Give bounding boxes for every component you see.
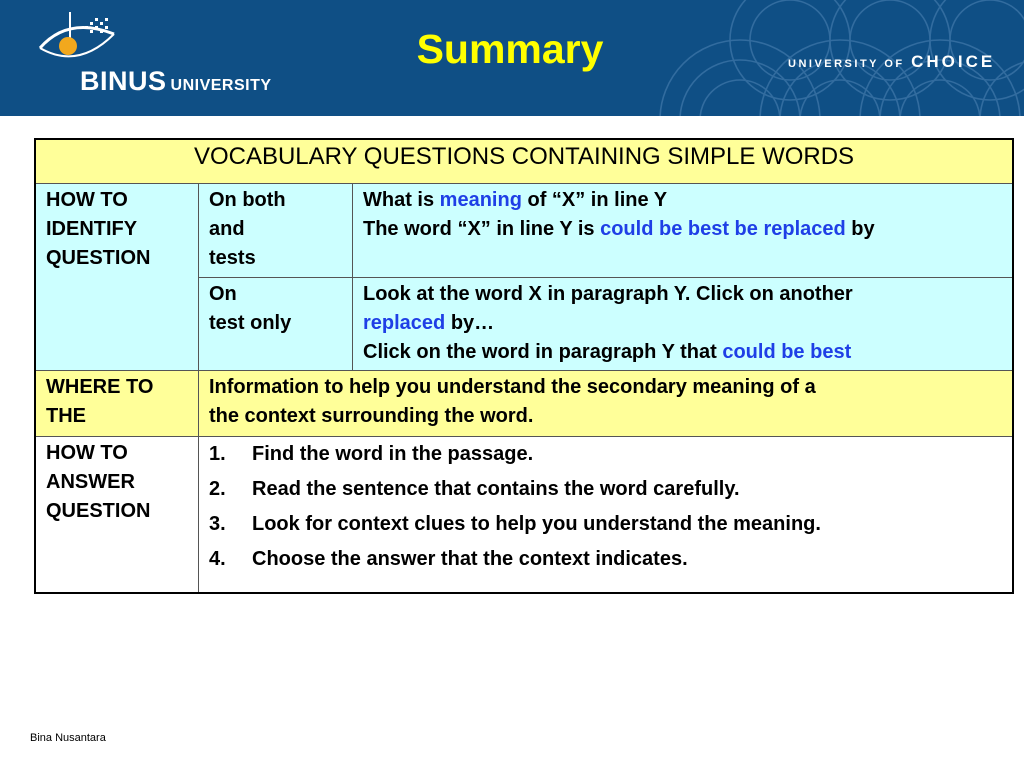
where-text: Information to help you understand the secondary meaning of a the context surrounding the word.	[199, 371, 1014, 437]
logo-suffix: UNIVERSITY	[170, 77, 272, 94]
footer-text: Bina Nusantara	[30, 732, 106, 744]
answer-steps	[199, 437, 1014, 594]
list-item: 2. Read the sentence that contains the word carefully.	[209, 478, 740, 500]
highlight-text: could be best	[722, 341, 852, 363]
binus-logo	[28, 8, 318, 108]
highlight-text: could be best be replaced	[600, 218, 846, 240]
list-item: 1. Find the word in the passage.	[209, 443, 534, 465]
both-tests-label: On both and tests	[199, 184, 353, 278]
table-row	[35, 437, 1013, 594]
list-item: 4. Choose the answer that the context indicates.	[209, 548, 688, 570]
tagline	[788, 52, 995, 72]
identify-label: HOW TO IDENTIFY QUESTION	[35, 184, 199, 371]
tagline-big: CHOICE	[911, 52, 996, 71]
steps-list	[209, 441, 1002, 572]
summary-table	[34, 138, 1014, 594]
answer-label: HOW TO ANSWER QUESTION	[35, 437, 199, 594]
test-only-text: Look at the word X in paragraph Y. Click on another replaced by… Click on the word in paragraph Y that could be best	[353, 278, 1014, 371]
logo-name: BINUS	[80, 66, 167, 96]
list-item: 3. Look for context clues to help you understand the meaning.	[209, 513, 821, 535]
table-row	[35, 184, 1013, 278]
page-title: Summary	[416, 26, 604, 72]
highlight-text: replaced	[363, 312, 446, 334]
test-only-label: On test only	[199, 278, 353, 371]
highlight-text: meaning	[439, 189, 522, 211]
table-row	[35, 371, 1013, 437]
table-heading: VOCABULARY QUESTIONS CONTAINING SIMPLE WORDS	[35, 139, 1013, 184]
where-label: WHERE TO THE	[35, 371, 199, 437]
header-band	[0, 0, 1024, 116]
tagline-small: UNIVERSITY OF	[788, 58, 905, 70]
both-tests-text: What is meaning of “X” in line Y The word “X” in line Y is could be best be replaced by	[353, 184, 1014, 278]
